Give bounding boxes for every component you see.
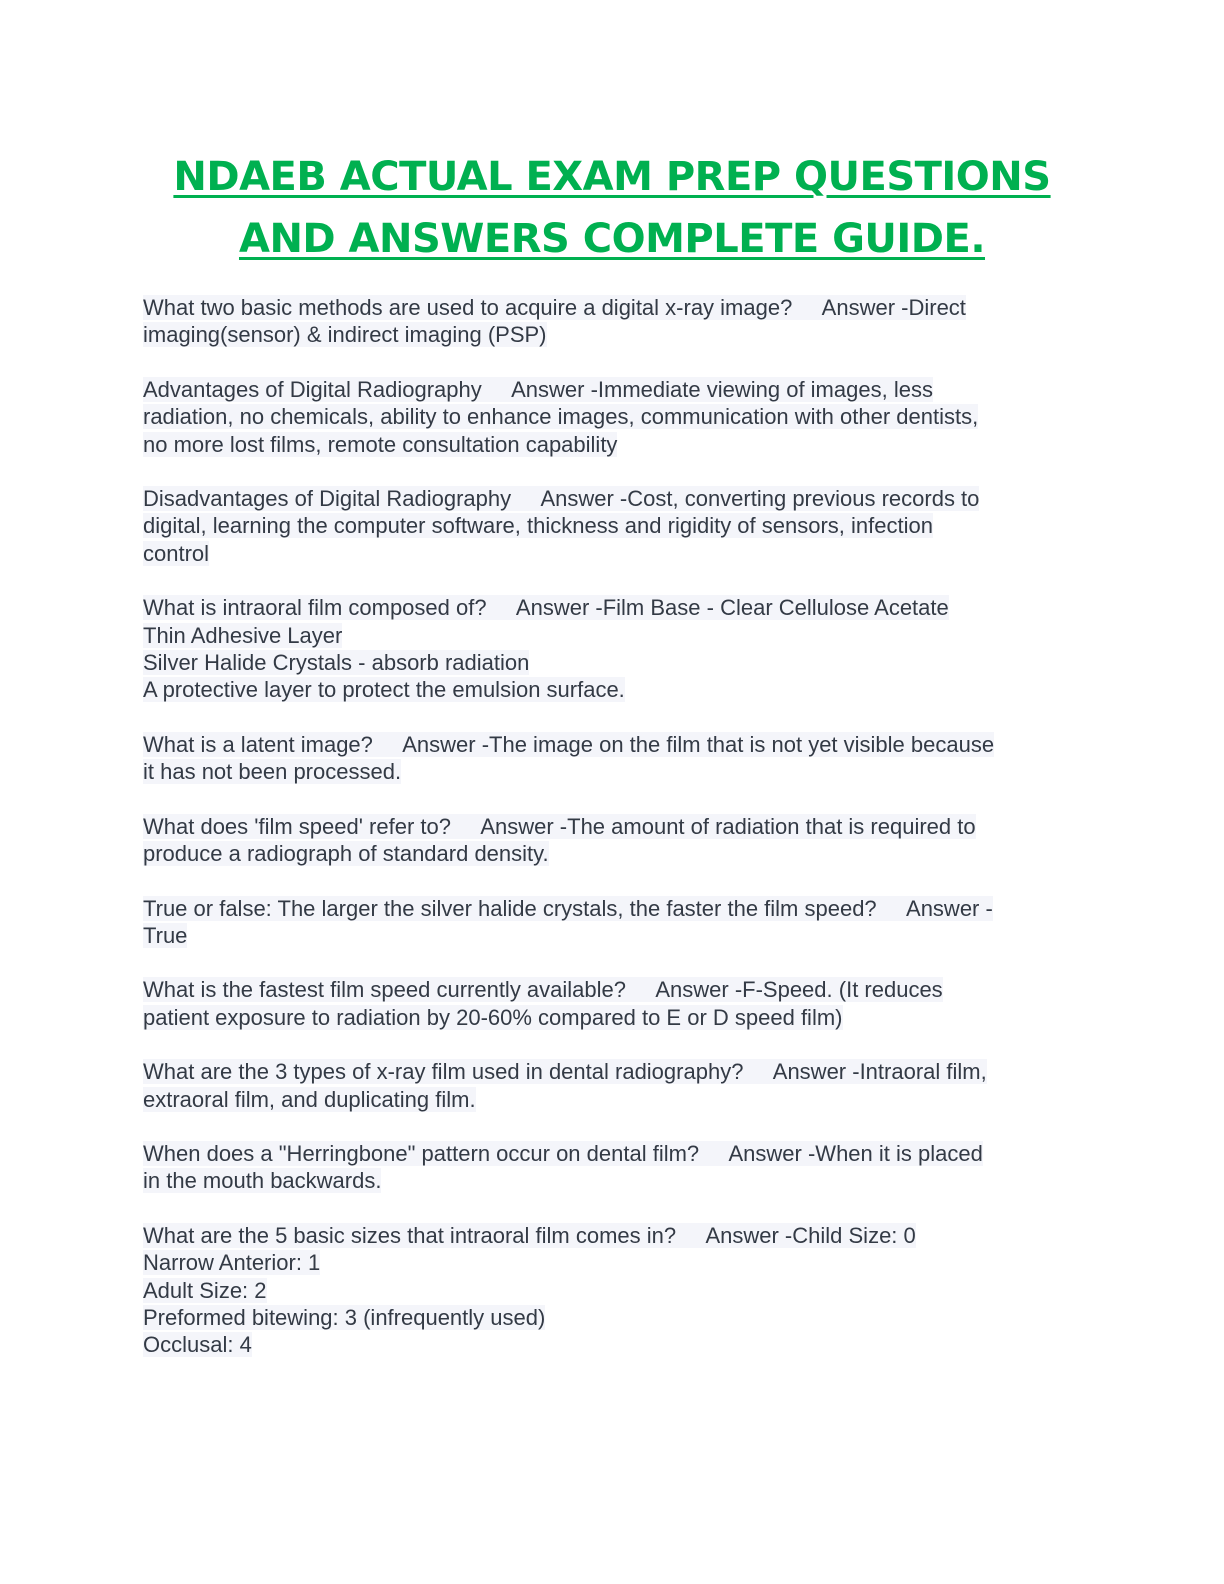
qa-line bbox=[143, 895, 1073, 922]
qa-line-text: What is intraoral film composed of? Answer -Film Base - Clear Cellulose Acetate bbox=[143, 595, 949, 621]
qa-item bbox=[143, 376, 1073, 458]
qa-line bbox=[143, 976, 1073, 1003]
qa-list bbox=[143, 294, 1073, 1386]
qa-line bbox=[143, 1004, 1073, 1031]
qa-item bbox=[143, 1222, 1073, 1359]
qa-item bbox=[143, 594, 1073, 704]
qa-line-text: in the mouth backwards. bbox=[143, 1168, 382, 1194]
document-title bbox=[100, 146, 1124, 270]
qa-item bbox=[143, 813, 1073, 868]
qa-line bbox=[143, 376, 1073, 403]
qa-line-text: What two basic methods are used to acquire a digital x-ray image? Answer -Direct bbox=[143, 295, 966, 320]
qa-line-text: Adult Size: 2 bbox=[143, 1277, 267, 1303]
title-line-2: AND ANSWERS COMPLETE GUIDE. bbox=[238, 216, 986, 262]
qa-line-text: Thin Adhesive Layer bbox=[143, 622, 343, 648]
qa-line-text: Advantages of Digital Radiography Answer -Immediate viewing of images, less bbox=[143, 376, 933, 402]
qa-line bbox=[143, 294, 1073, 321]
qa-line-text: digital, learning the computer software, thickness and rigidity of sensors, infection bbox=[143, 513, 933, 539]
qa-line-text: A protective layer to protect the emulsion surface. bbox=[143, 677, 625, 703]
qa-line-text: extraoral film, and duplicating film. bbox=[143, 1086, 476, 1112]
qa-line bbox=[143, 1058, 1073, 1085]
title-line-1: NDAEB ACTUAL EXAM PREP QUESTIONS bbox=[173, 154, 1051, 200]
qa-line-text: no more lost films, remote consultation capability bbox=[143, 431, 618, 457]
qa-line-text: What are the 5 basic sizes that intraoral film comes in? Answer -Child Size: 0 bbox=[143, 1222, 916, 1248]
qa-line bbox=[143, 922, 1073, 949]
qa-line bbox=[143, 1140, 1073, 1167]
qa-line-text: control bbox=[143, 540, 210, 566]
qa-line bbox=[143, 649, 1073, 676]
qa-line bbox=[143, 676, 1073, 703]
qa-item bbox=[143, 976, 1073, 1031]
qa-line-text: radiation, no chemicals, ability to enhance images, communication with other dentists, bbox=[143, 404, 979, 430]
qa-line bbox=[143, 594, 1073, 621]
qa-line bbox=[143, 540, 1073, 567]
qa-line bbox=[143, 1277, 1073, 1304]
qa-item bbox=[143, 485, 1073, 567]
qa-line bbox=[143, 840, 1073, 867]
qa-line-text: Preformed bitewing: 3 (infrequently used) bbox=[143, 1304, 546, 1330]
qa-line bbox=[143, 1222, 1073, 1249]
qa-line-text: What is a latent image? Answer -The image on the film that is not yet visible because bbox=[143, 731, 995, 757]
qa-line-text: Silver Halide Crystals - absorb radiation bbox=[143, 650, 530, 676]
qa-item bbox=[143, 294, 1073, 349]
qa-line bbox=[143, 485, 1073, 512]
qa-line bbox=[143, 1249, 1073, 1276]
qa-line-text: Occlusal: 4 bbox=[143, 1332, 252, 1358]
qa-line bbox=[143, 1304, 1073, 1331]
qa-line-text: it has not been processed. bbox=[143, 759, 402, 785]
qa-line-text: True or false: The larger the silver halide crystals, the faster the film speed? Answer - bbox=[143, 895, 993, 921]
qa-line bbox=[143, 321, 1073, 348]
qa-line-text: When does a "Herringbone" pattern occur on dental film? Answer -When it is placed bbox=[143, 1140, 983, 1166]
qa-line-text: patient exposure to radiation by 20-60% compared to E or D speed film) bbox=[143, 1004, 843, 1030]
qa-item bbox=[143, 1058, 1073, 1113]
qa-line bbox=[143, 512, 1073, 539]
qa-line-text: imaging(sensor) & indirect imaging (PSP) bbox=[143, 322, 547, 348]
qa-line bbox=[143, 758, 1073, 785]
qa-line bbox=[143, 403, 1073, 430]
qa-line bbox=[143, 1086, 1073, 1113]
qa-line bbox=[143, 1331, 1073, 1358]
qa-item bbox=[143, 1140, 1073, 1195]
qa-line-text: True bbox=[143, 922, 188, 948]
qa-line-text: Disadvantages of Digital Radiography Answer -Cost, converting previous records to bbox=[143, 486, 980, 512]
qa-line-text: What are the 3 types of x-ray film used in dental radiography? Answer -Intraoral film, bbox=[143, 1059, 987, 1085]
qa-line bbox=[143, 622, 1073, 649]
qa-line bbox=[143, 1167, 1073, 1194]
qa-line bbox=[143, 731, 1073, 758]
qa-item bbox=[143, 895, 1073, 950]
qa-line-text: What is the fastest film speed currently available? Answer -F-Speed. (It reduces bbox=[143, 977, 943, 1003]
qa-line bbox=[143, 813, 1073, 840]
qa-line-text: produce a radiograph of standard density. bbox=[143, 841, 549, 867]
qa-item bbox=[143, 731, 1073, 786]
qa-line-text: Narrow Anterior: 1 bbox=[143, 1250, 321, 1276]
qa-line bbox=[143, 431, 1073, 458]
qa-line-text: What does 'film speed' refer to? Answer -The amount of radiation that is required to bbox=[143, 813, 976, 839]
